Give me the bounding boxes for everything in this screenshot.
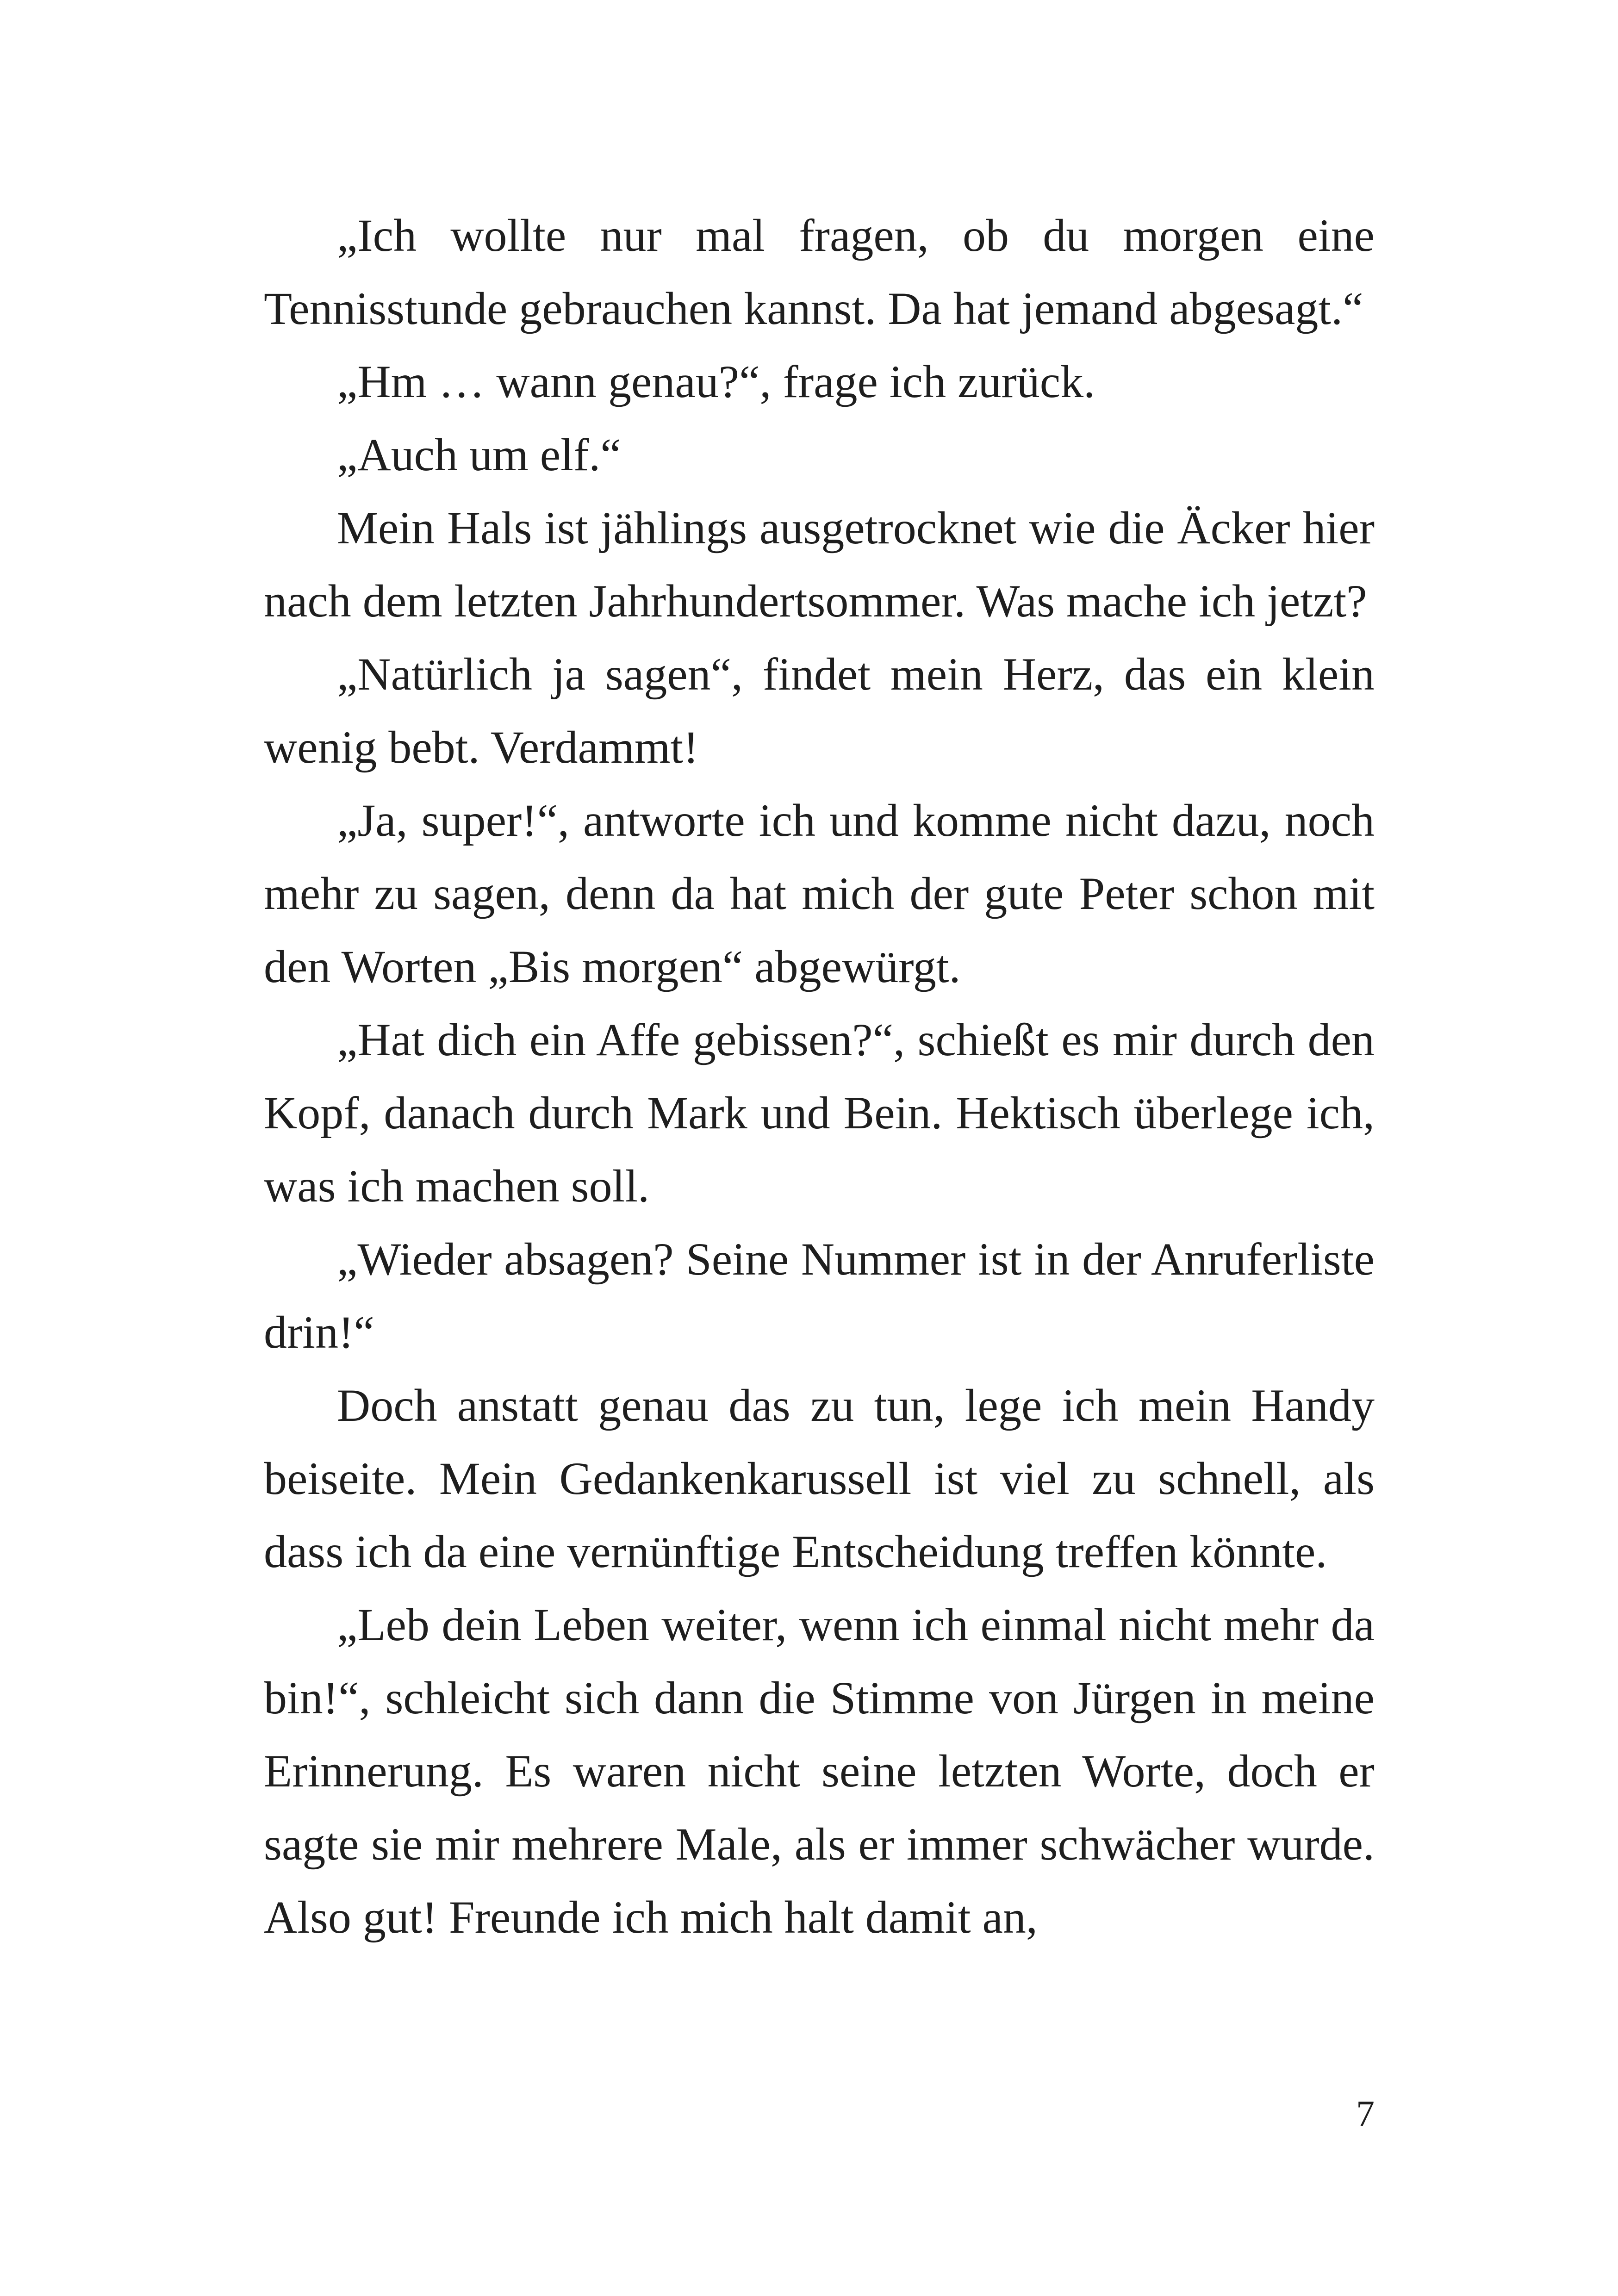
paragraph-10: „Leb dein Leben weiter, wenn ich einmal nicht mehr da bin!“, schleicht sich dann die Stimme von Jürgen in meine Erinnerung. Es waren nicht seine letzten Worte, doch er sagte sie mir mehrere Male, als er immer schwächer wurde. Also gut! Freunde ich mich halt damit an, — [264, 1599, 1375, 1943]
paragraph-3: „Auch um elf.“ — [337, 429, 621, 480]
paragraph-6: „Ja, super!“, antworte ich und komme nicht dazu, noch mehr zu sagen, denn da hat mich der gute Peter schon mit den Worten „Bis morgen“ abgewürgt. — [264, 795, 1375, 992]
body-text — [264, 199, 1375, 1954]
paragraph-5: „Natürlich ja sagen“, findet mein Herz, das ein klein wenig bebt. Verdammt! — [264, 648, 1375, 773]
paragraph-9: Doch anstatt genau das zu tun, lege ich mein Handy beiseite. Mein Gedankenkarussell ist viel zu schnell, als dass ich da eine vernünftige Entscheidung treffen könnte. — [264, 1380, 1375, 1577]
paragraph-4: Mein Hals ist jählings ausgetrocknet wie die Äcker hier nach dem letzten Jahrhundertsommer. Was mache ich jetzt? — [264, 502, 1375, 627]
page-number: 7 — [1356, 2094, 1375, 2134]
paragraph-7: „Hat dich ein Affe gebissen?“, schießt es mir durch den Kopf, danach durch Mark und Bein. Hektisch überlege ich, was ich machen soll. — [264, 1014, 1375, 1212]
paragraph-8: „Wieder absagen? Seine Nummer ist in der Anruferliste drin!“ — [264, 1233, 1375, 1358]
paragraph-1: „Ich wollte nur mal fragen, ob du morgen eine Tennisstunde gebrauchen kannst. Da hat jemand abgesagt.“ — [264, 210, 1375, 334]
paragraph-2: „Hm … wann genau?“, frage ich zurück. — [337, 356, 1095, 407]
